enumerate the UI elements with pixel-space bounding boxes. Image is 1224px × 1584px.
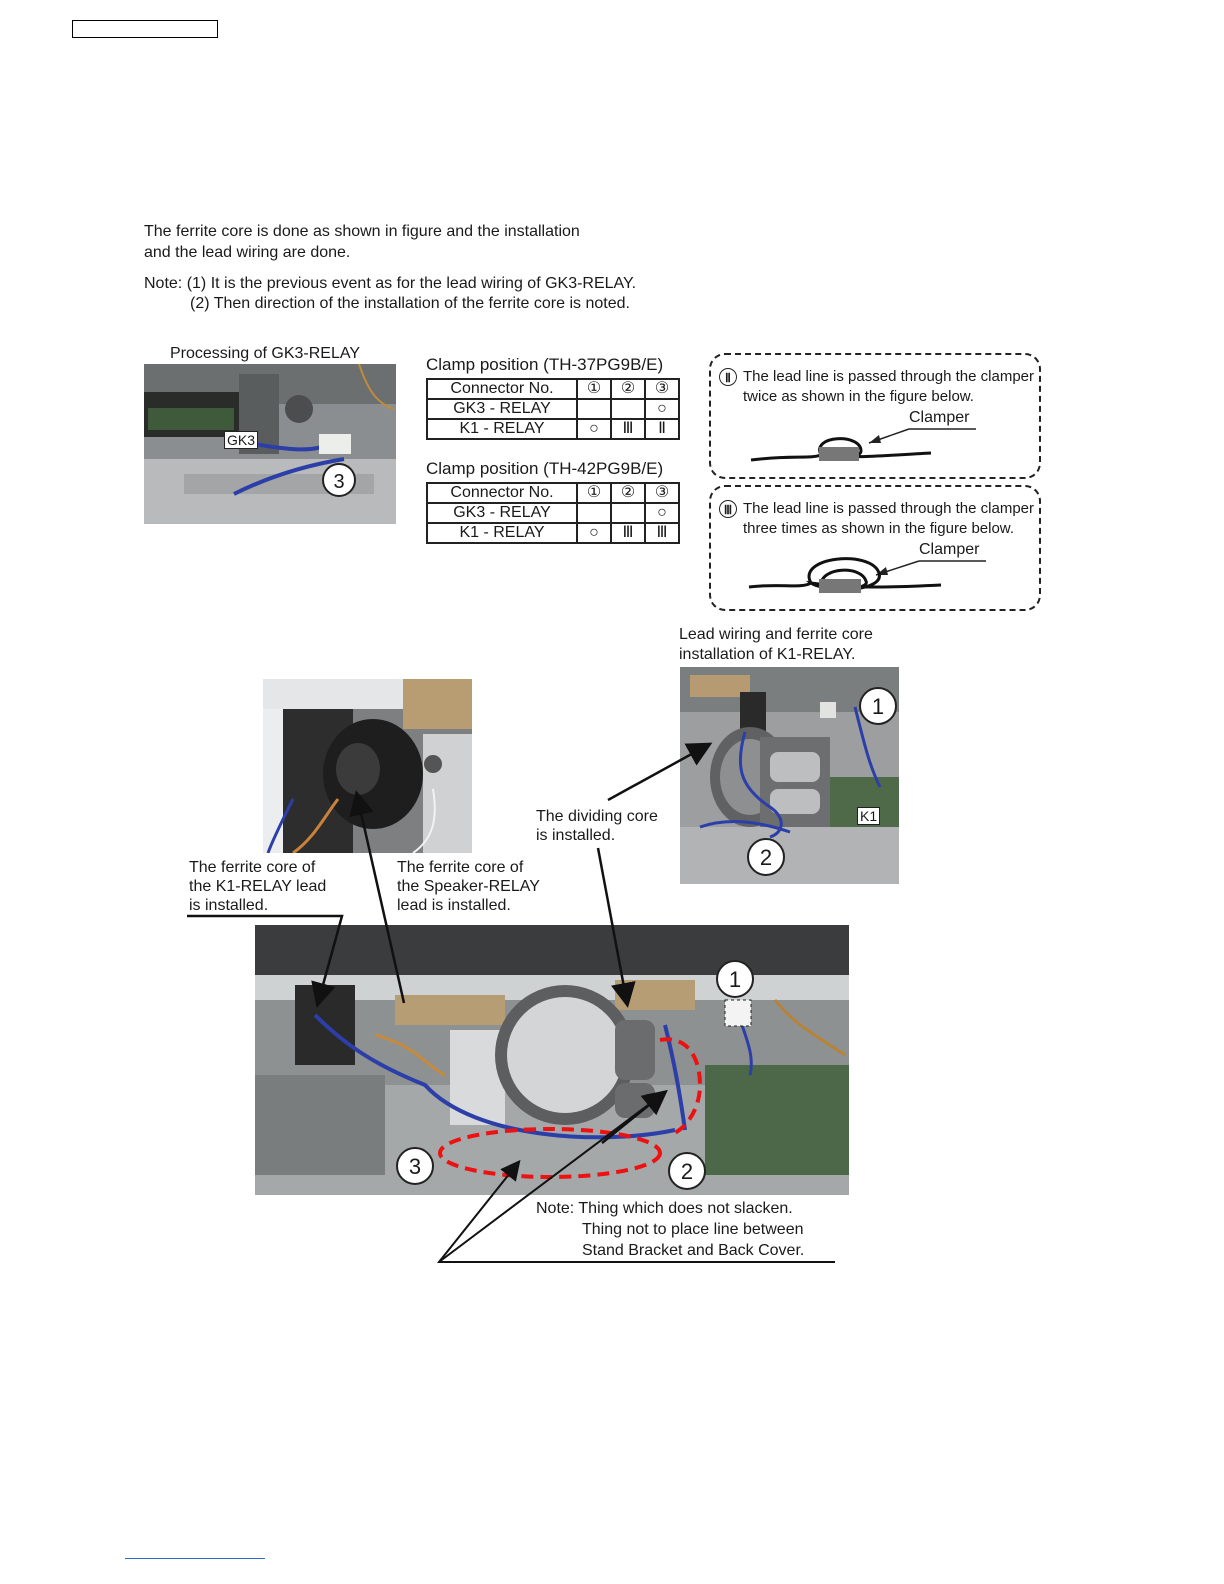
row-k1-cell-3: Ⅱ <box>645 419 679 439</box>
speaker-core-text-2: the Speaker-RELAY <box>397 878 540 895</box>
gk3-label: GK3 <box>224 431 258 449</box>
main-badge-3: 3 <box>396 1147 434 1185</box>
clamper-note-twice-line-2: twice as shown in the figure below. <box>743 388 974 405</box>
clamp-table-42-title: Clamp position (TH-42PG9B/E) <box>426 459 664 478</box>
note-line-1: Note: (1) It is the previous event as for the lead wiring of GK3-RELAY. <box>144 275 637 292</box>
main-badge-1: 1 <box>716 960 754 998</box>
bottom-note-2: Thing not to place line between <box>582 1221 804 1238</box>
row-k1-cell-2: Ⅲ <box>611 419 645 439</box>
header-col-2: ② <box>611 379 645 399</box>
bottom-note-1: Note: Thing which does not slacken. <box>536 1200 793 1217</box>
roman-2-symbol: Ⅱ <box>719 368 737 386</box>
intro-line-2: and the lead wiring are done. <box>144 244 351 261</box>
clamper-label-three: Clamper <box>919 541 980 558</box>
clamper-label-twice: Clamper <box>909 409 970 426</box>
dividing-core-text-2: is installed. <box>536 827 616 844</box>
k1-badge-2: 2 <box>747 838 785 876</box>
header-col-3: ③ <box>645 483 679 503</box>
row-k1-name: K1 - RELAY <box>427 523 577 543</box>
header-col-3: ③ <box>645 379 679 399</box>
k1-core-text-1: The ferrite core of <box>189 859 316 876</box>
row-k1-name: K1 - RELAY <box>427 419 577 439</box>
k1-caption-1: Lead wiring and ferrite core <box>679 626 873 643</box>
speaker-core-text-1: The ferrite core of <box>397 859 524 876</box>
roman-3-symbol: Ⅲ <box>719 500 737 518</box>
header-col-2: ② <box>611 483 645 503</box>
intro-line-1: The ferrite core is done as shown in figure and the installation <box>144 223 580 240</box>
dividing-core-text-1: The dividing core <box>536 808 658 825</box>
row-k1-cell-3: Ⅲ <box>645 523 679 543</box>
gk3-badge-3: 3 <box>322 463 356 497</box>
row-gk3-cell-3: ○ <box>645 503 679 523</box>
bottom-note-3: Stand Bracket and Back Cover. <box>582 1242 805 1259</box>
k1-caption-2: installation of K1-RELAY. <box>679 646 856 663</box>
clamper-note-twice-line-1: The lead line is passed through the clamper <box>743 368 1035 385</box>
header-col-1: ① <box>577 483 611 503</box>
k1-label: K1 <box>857 807 880 825</box>
row-k1-cell-1: ○ <box>577 523 611 543</box>
header-connector: Connector No. <box>427 483 577 503</box>
header-connector: Connector No. <box>427 379 577 399</box>
clamper-note-three-line-2: three times as shown in the figure below. <box>743 520 1014 537</box>
gk3-caption: Processing of GK3-RELAY <box>170 345 361 362</box>
clamper-note-three-line-1: The lead line is passed through the clamper <box>743 500 1035 517</box>
row-k1-cell-1: ○ <box>577 419 611 439</box>
clamp-table-37-title: Clamp position (TH-37PG9B/E) <box>426 355 664 374</box>
row-gk3-name: GK3 - RELAY <box>427 503 577 523</box>
k1-badge-1: 1 <box>859 687 897 725</box>
row-k1-cell-2: Ⅲ <box>611 523 645 543</box>
k1-core-text-2: the K1-RELAY lead <box>189 878 327 895</box>
row-gk3-name: GK3 - RELAY <box>427 399 577 419</box>
row-gk3-cell-3: ○ <box>645 399 679 419</box>
speaker-core-text-3: lead is installed. <box>397 897 511 914</box>
note-line-2: (2) Then direction of the installation of the ferrite core is noted. <box>190 295 630 312</box>
main-badge-2: 2 <box>668 1152 706 1190</box>
k1-core-text-3: is installed. <box>189 897 269 914</box>
header-col-1: ① <box>577 379 611 399</box>
